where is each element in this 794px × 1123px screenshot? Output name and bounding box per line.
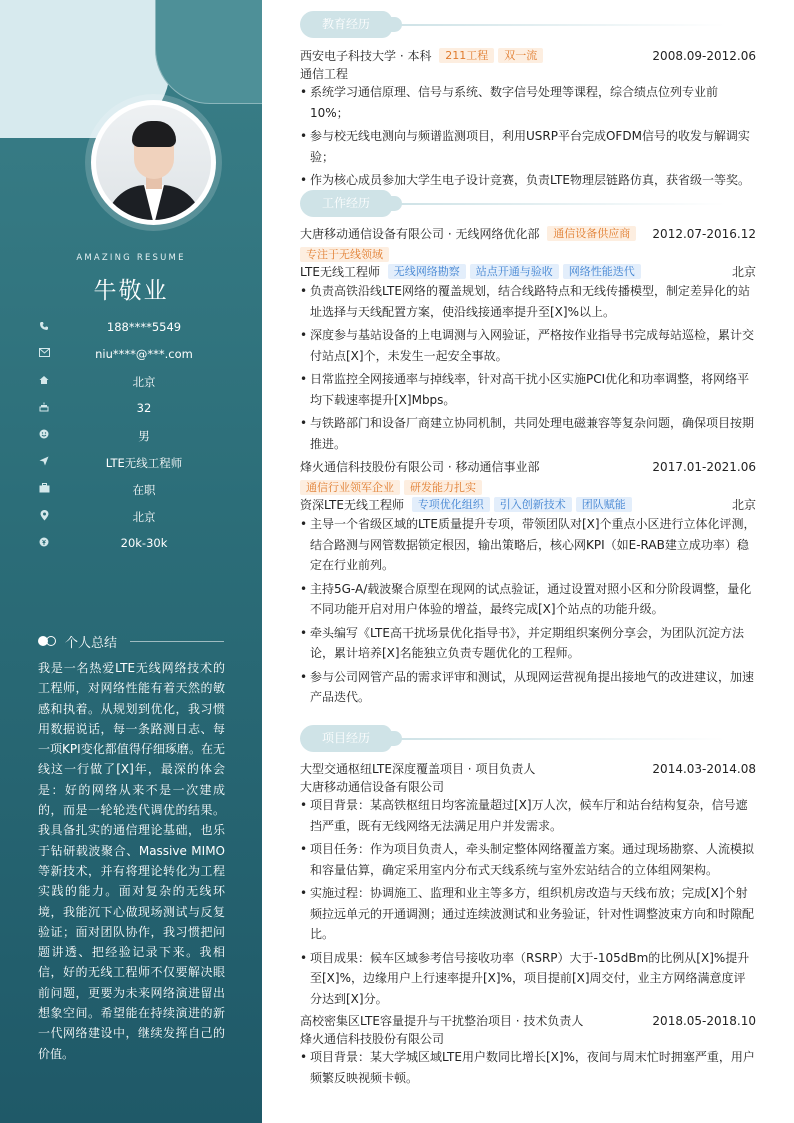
- project-name: 高校密集区LTE容量提升与干扰整治项目 · 技术负责人: [300, 1014, 584, 1028]
- list-item: • 牵头编写《LTE高干扰场景优化指导书》，并定期组织案例分享会，为团队沉淀方法论，累计培养[X]名能独立负责专题优化的工程师。: [300, 623, 756, 664]
- list-item: • 项目成果：候车区域参考信号接收功率（RSRP）大于-105dBm的比例从[X]%提升至[X]%，边缘用户上行速率提升[X]%，项目提前[X]周交付，业主方网络满意度评分达到[X]分。: [300, 948, 756, 1010]
- role-tag: 团队赋能: [576, 497, 632, 512]
- project-header: [300, 760, 756, 778]
- toggle-dots-icon: [38, 635, 60, 647]
- summary-text: 我是一名热爱LTE无线网络技术的工程师，对网络性能有着天然的敏感和执着。从规划到优化，我习惯用数据说话，每一条路测日志、每一项KPI变化都值得仔细琢磨。在无线这一行做了[X]年，最深的体会是：好的网络从来不是一次建成的，而是一轮轮迭代调优的结果。我具备扎实的通信理论基础，也乐于钻研载波聚合、Massive MIMO等新技术，并有将理论转化为工程实践的能力。面对复杂的无线环境，我能沉下心做现场测试与反复验证；面对团队协作，我习惯把问题讲透、把经验记录下来。我相信，好的无线工程师不仅要解决眼前问题，更要为未来网络演进留出想象空间。希望能在持续演进的新一代网络建设中，继续发挥自己的价值。: [38, 661, 225, 1061]
- school-tag: 211工程: [439, 48, 494, 63]
- face-icon: [36, 429, 52, 442]
- list-item: • 系统学习通信原理、信号与系统、数字信号处理等课程，综合绩点位列专业前10%；: [300, 82, 756, 123]
- school-tag: 双一流: [498, 48, 543, 63]
- project-bullets: [300, 1047, 756, 1091]
- info-phone: 188****5549: [36, 316, 236, 343]
- job-bullets: [300, 281, 756, 457]
- list-item: • 项目背景：某高铁枢纽日均客流量超过[X]万人次，候车厅和站台结构复杂，信号遮挡严重，既有无线网络无法满足用户并发需求。: [300, 795, 756, 836]
- job-role-row: [300, 496, 756, 514]
- divider: [400, 203, 726, 205]
- project-bullets: [300, 795, 756, 1012]
- project-name: 大型交通枢纽LTE深度覆盖项目 · 项目负责人: [300, 762, 536, 776]
- list-item: • 负责高铁沿线LTE网络的覆盖规划，结合线路特点和无线传播模型，制定差异化的站址选择与天线配置方案，使沿线接通率提升至[X]%以上。: [300, 281, 756, 322]
- job-city: 北京: [731, 498, 756, 512]
- info-location: 北京: [36, 370, 236, 397]
- summary-heading: [38, 632, 224, 650]
- school-name: 西安电子科技大学 · 本科: [300, 49, 432, 63]
- section-work-heading: [300, 190, 756, 217]
- job-role: LTE无线工程师: [300, 265, 380, 279]
- project-org: 大唐移动通信设备有限公司: [300, 780, 445, 794]
- job-header: [300, 458, 756, 476]
- home-icon: [36, 375, 52, 388]
- briefcase-icon: [36, 483, 52, 496]
- cake-icon: [36, 402, 52, 415]
- job-period: 2012.07-2016.12: [652, 227, 756, 241]
- mail-icon: [36, 348, 52, 360]
- job-bullets: [300, 514, 756, 711]
- role-tag: 网络性能迭代: [563, 264, 641, 279]
- contact-info: [36, 316, 236, 559]
- section-title: 工作经历: [300, 190, 392, 217]
- role-tag: 无线网络勘察: [388, 264, 466, 279]
- company-tag: 通信行业领军企业: [300, 480, 400, 495]
- divider: [400, 738, 726, 740]
- list-item: • 参与校无线电测向与频谱监测项目，利用USRP平台完成OFDM信号的收发与解调实验；: [300, 126, 756, 167]
- send-icon: [36, 456, 52, 469]
- info-email: niu****@***.com: [36, 343, 236, 370]
- role-tag: 站点开通与验收: [470, 264, 559, 279]
- job-role-row: [300, 263, 756, 281]
- role-tag: 引入创新技术: [494, 497, 572, 512]
- section-projects-heading: [300, 725, 756, 752]
- job-city: 北京: [731, 265, 756, 279]
- avatar-photo: [96, 105, 211, 220]
- decor-outline: [155, 0, 262, 104]
- info-target-city: 北京: [36, 505, 236, 532]
- education-period: 2008.09-2012.06: [652, 49, 756, 63]
- job-period: 2017.01-2021.06: [652, 460, 756, 474]
- education-major: 通信工程: [300, 67, 349, 81]
- info-status: 在职: [36, 478, 236, 505]
- candidate-name: 牛敬业: [93, 278, 169, 304]
- section-title: 项目经历: [300, 725, 392, 752]
- company-tag: 研发能力扎实: [404, 480, 482, 495]
- avatar: [91, 100, 216, 225]
- list-item: • 作为核心成员参加大学生电子设计竞赛，负责LTE物理层链路仿真，获省级一等奖。: [300, 170, 756, 191]
- sidebar: [0, 0, 262, 1123]
- section-title: 教育经历: [300, 11, 392, 38]
- section-education-heading: [300, 11, 756, 38]
- info-salary: 20k-30k: [36, 532, 236, 559]
- summary-title: 个人总结: [65, 636, 118, 651]
- list-item: • 主持5G-A/载波聚合原型在现网的试点验证，通过设置对照小区和分阶段调整，量化不同功能开启对用户体验的增益，最终完成[X]个站点的功能升级。: [300, 579, 756, 620]
- company-tag: 专注于无线领域: [300, 247, 389, 262]
- project-period: 2018.05-2018.10: [652, 1014, 756, 1028]
- list-item: • 项目背景：某大学城区域LTE用户数同比增长[X]%，夜间与周末忙时拥塞严重，用户频繁反映视频卡顿。: [300, 1047, 756, 1088]
- job-tags: [300, 479, 756, 497]
- company-name: 烽火通信科技股份有限公司 · 移动通信事业部: [300, 460, 540, 474]
- project-period: 2014.03-2014.08: [652, 762, 756, 776]
- info-title: LTE无线工程师: [36, 451, 236, 478]
- project-org: 烽火通信科技股份有限公司: [300, 1032, 445, 1046]
- job-header: [300, 225, 756, 243]
- info-age: 32: [36, 397, 236, 424]
- divider: [130, 641, 224, 642]
- resume-tagline: AMAZING RESUME: [76, 253, 186, 263]
- list-item: • 项目任务：作为项目负责人，牵头制定整体网络覆盖方案。通过现场勘察、人流模拟和容量估算，确定采用室内分布式天线系统与室外宏站结合的立体组网架构。: [300, 839, 756, 880]
- company-tag: 通信设备供应商: [547, 226, 636, 241]
- info-gender: 男: [36, 424, 236, 451]
- phone-icon: [36, 321, 52, 334]
- coin-icon: [36, 537, 52, 550]
- education-bullets: [300, 82, 756, 194]
- list-item: • 主导一个省级区域的LTE质量提升专项，带领团队对[X]个重点小区进行立体化评测，结合路测与网管数据锁定根因，输出策略后，核心网KPI（如E-RAB建立成功率）稳定在行业前列。: [300, 514, 756, 576]
- divider: [400, 24, 726, 26]
- list-item: • 深度参与基站设备的上电调测与入网验证，严格按作业指导书完成每站巡检，累计交付站点[X]个，未发生一起安全事故。: [300, 325, 756, 366]
- job-role: 资深LTE无线工程师: [300, 498, 404, 512]
- job-tags: [300, 246, 756, 264]
- role-tag: 专项优化组织: [412, 497, 490, 512]
- company-name: 大唐移动通信设备有限公司 · 无线网络优化部: [300, 227, 540, 241]
- list-item: • 日常监控全网接通率与掉线率，针对高干扰小区实施PCI优化和功率调整，将网络平均下载速率提升[X]Mbps。: [300, 369, 756, 410]
- education-header: [300, 47, 756, 65]
- list-item: • 与铁路部门和设备厂商建立协同机制，共同处理电磁兼容等复杂问题，确保项目按期推进。: [300, 413, 756, 454]
- project-header: [300, 1012, 756, 1030]
- pin-icon: [36, 510, 52, 524]
- list-item: • 参与公司网管产品的需求评审和测试，从现网运营视角提出接地气的改进建议，加速产品迭代。: [300, 667, 756, 708]
- list-item: • 实施过程：协调施工、监理和业主等多方，组织机房改造与天线布放；完成[X]个射频拉远单元的开通调测；通过连续波测试和业务验证，针对性调整波束方向和时隙配比。: [300, 883, 756, 945]
